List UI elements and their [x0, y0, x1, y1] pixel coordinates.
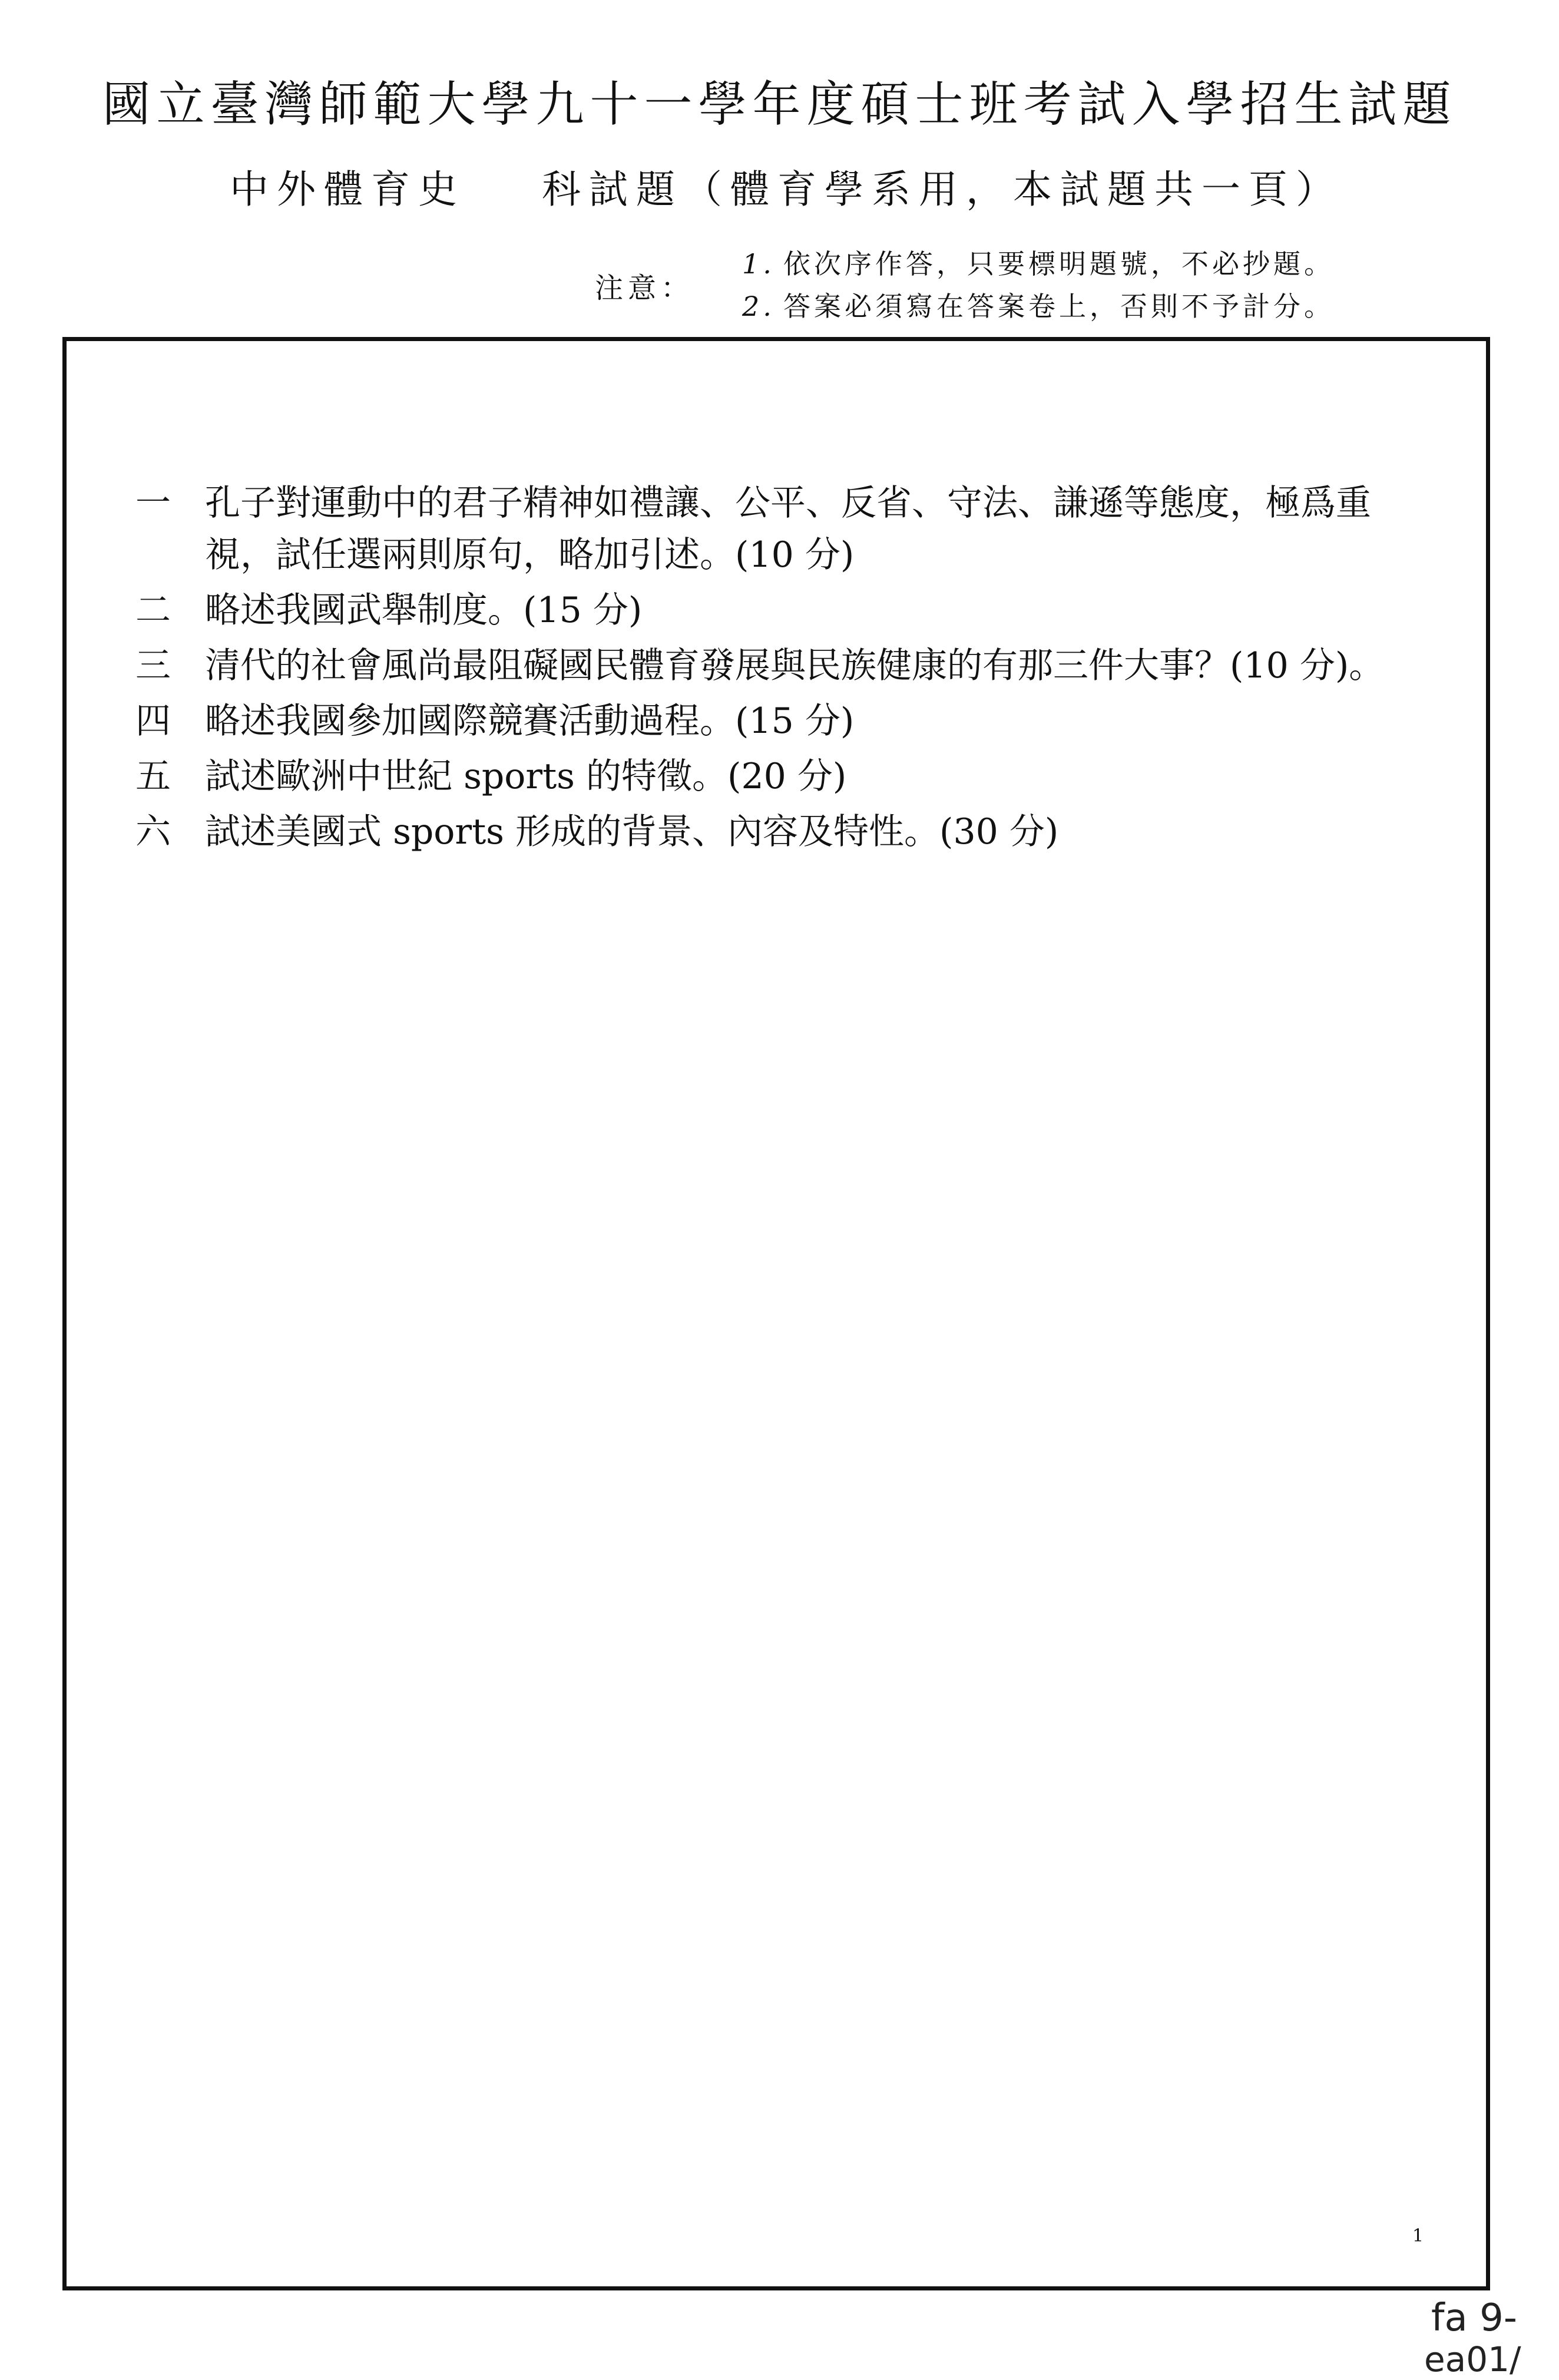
question-item: [135, 695, 1455, 747]
exam-title: 國立臺灣師範大學九十一學年度碩士班考試入學招生試題: [102, 77, 1457, 133]
notice-items: [742, 243, 1335, 328]
question-item: [135, 806, 1455, 858]
question-text-line: 試述美國式 sports 形成的背景、內容及特性。(30 分): [205, 811, 1059, 852]
question-text-line: 略述我國參加國際競賽活動過程。(15 分): [205, 700, 855, 742]
subject-description: 科試題（體育學系用，本試題共一頁）: [542, 167, 1343, 212]
notice-item-number: 2.: [742, 290, 775, 322]
subject-name: 中外體育史: [230, 167, 465, 212]
subject-line: [230, 158, 1343, 214]
handwritten-note-line: ea01/: [1424, 2339, 1521, 2379]
handwritten-note: [1424, 2296, 1521, 2380]
question-text-line: 視，試任選兩則原句，略加引述。(10 分): [205, 534, 855, 576]
notice-item-text: 依次序作答，只要標明題號，不必抄題。: [783, 248, 1335, 280]
question-text-line: 試述歐洲中世紀 sports 的特徵。(20 分): [205, 756, 847, 797]
question-item: [135, 477, 1455, 581]
question-number: 五: [135, 756, 171, 797]
notice-item-text: 答案必須寫在答案卷上，否則不予計分。: [783, 290, 1335, 322]
notice-label: 注意：: [595, 272, 694, 305]
question-text-line: 略述我國武舉制度。(15 分): [205, 590, 643, 631]
question-item: [135, 751, 1455, 802]
question-number: 六: [135, 811, 171, 852]
notice-block: [595, 243, 1419, 325]
handwritten-note-line: fa 9-: [1431, 2296, 1517, 2340]
question-number: 二: [135, 590, 171, 631]
question-number: 四: [135, 700, 171, 742]
question-item: [135, 640, 1455, 692]
notice-item: [742, 243, 1335, 285]
question-number: 一: [135, 482, 171, 524]
question-item: [135, 584, 1455, 636]
question-list: [135, 477, 1455, 861]
question-text-line: 孔子對運動中的君子精神如禮讓、公平、反省、守法、謙遜等態度，極爲重: [205, 482, 1371, 524]
question-text-line: 清代的社會風尚最阻礙國民體育發展與民族健康的有那三件大事？(10 分)。: [205, 645, 1385, 686]
notice-item: [742, 285, 1335, 328]
notice-item-number: 1.: [742, 248, 775, 280]
question-number: 三: [135, 645, 171, 686]
page-number: 1: [1412, 2226, 1424, 2246]
